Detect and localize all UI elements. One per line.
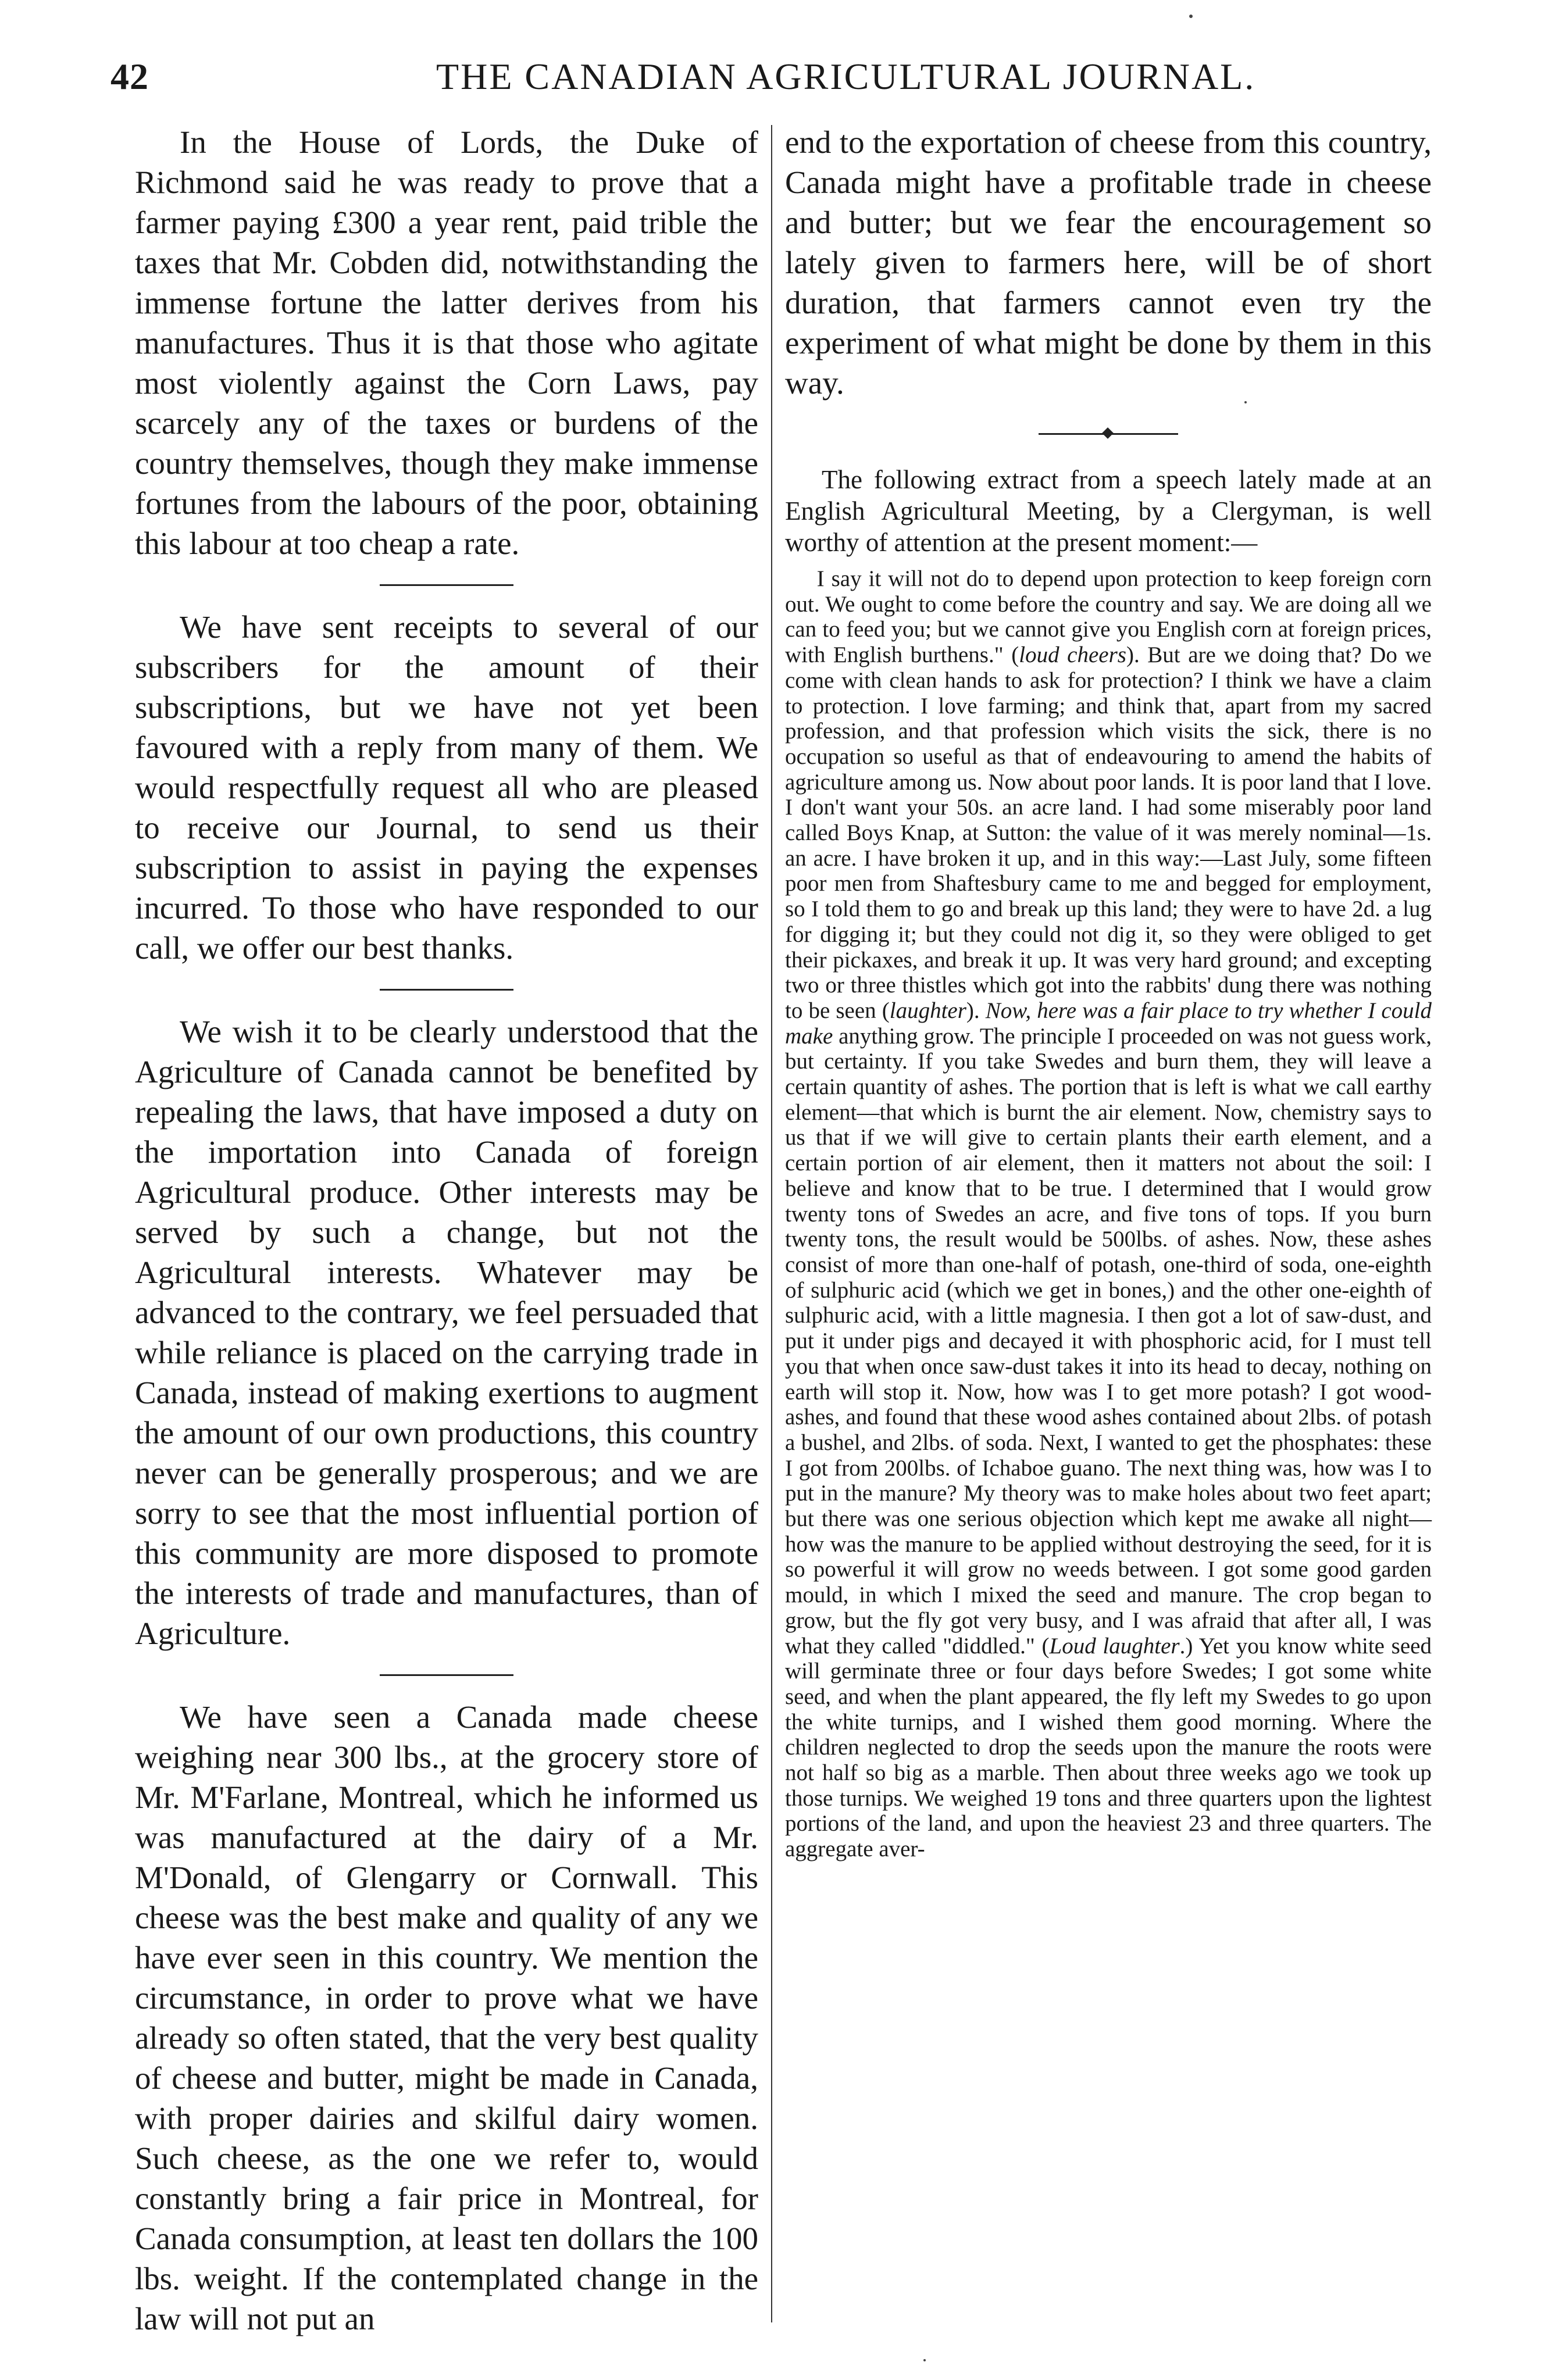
column-divider	[771, 125, 772, 2322]
paragraph-agriculture-duty: We wish it to be clearly understood that the Agriculture of Canada cannot be benefited by repealing the laws, that have imposed a duty on the importation into Canada of foreign Agricultural produce. Other interests may be served by such a change, but not the Agricultural interests. Whatever may be advanced to the contrary, we feel persuaded that while reliance is placed on the carrying trade in Canada, instead of making exertions to augment the amount of our own productions, this country never can be generally prosperous; and we are sorry to see that the most influential portion of this community are more disposed to promote the interests of trade and manufactures, than of Agriculture.	[135, 1014, 758, 1651]
right-column	[785, 122, 1432, 1862]
speech-text: ). But are we doing that? Do we come with clean hands to ask for protection? I think we have a claim to protection. I love farming; and think that, apart from my sacred profession, and that profession which visits the sick, there is no occupation so useful as that of endeavouring to amend the habits of agriculture among us. Now about poor lands. It is poor land that I love. I don't want your 50s. an acre land. I had some miserably poor land called Boys Knap, at Sutton: the value of it was merely nominal—1s. an acre. I have broken it up, and in this way:—Last July, some fifteen poor men from Shaftesbury came to me and begged for employment, so I told them to go and break up this land; they were to have 2d. a lug for digging it; but they could not dig it, so they were obliged to get their pickaxes, and break it up. It was very hard ground; and excepting two or three thistles which got into the rabbits' dung there was nothing to be seen (	[785, 642, 1432, 1023]
speech-emphasis: loud cheers	[1019, 642, 1126, 668]
print-speck	[1244, 401, 1247, 403]
diamond-ornament-icon	[1102, 427, 1114, 439]
paragraph-subscriptions: We have sent receipts to several of our subscribers for the amount of their subscriptions, but we have not yet been favoured with a reply from many of them. We would respectfully request all who are pleased to receive our Journal, to send us their subscription to assist in paying the expenses incurred. To those who have responded to our call, we offer our best thanks.	[135, 609, 758, 966]
section-rule	[380, 584, 513, 586]
ornamental-rule	[1039, 433, 1178, 435]
section-rule	[380, 1674, 513, 1676]
page-number: 42	[110, 56, 149, 97]
print-speck	[923, 2359, 926, 2361]
paragraph-duke-of-richmond: In the House of Lords, the Duke of Richmond said he was ready to prove that a farmer paying £300 a year rent, paid trible the taxes that Mr. Cobden did, notwithstanding the immense fortune the latter derives from his manufactures. Thus it is that those who agitate most violently against the Corn Laws, pay scarcely any of the taxes or burdens of the country themselves, though they make immense fortunes from the labours of the poor, obtaining this labour at too cheap a rate.	[135, 124, 758, 561]
left-column	[135, 122, 758, 2339]
speech-text: anything grow. The principle I proceeded on was not guess work, but certainty. If you take Swedes and burn them, they will leave a certain quantity of ashes. The portion that is left is what we call earthy element—that which is burnt the air element. Now, chemistry says to us that if we will give to certain plants their earth element, and a certain portion of air element, then it matters not about the soil: I believe and know that to be true. I determined that I would grow twenty tons of Swedes an acre, and five tons of tops. If you burn twenty tons, the result would be 500lbs. of ashes. Now, these ashes consist of more than one-half of potash, one-third of soda, one-eighth of sulphuric acid (which we get in bones,) and the other one-eighth of sulphuric acid, with a little magnesia. I then got a lot of saw-dust, and put it under pigs and decayed it with phosphoric acid, for I must tell you that when once saw-dust takes it into its head to decay, nothing on earth will stop it. Now, how was I to get more potash? I got wood-ashes, and found that these wood ashes contained about 2lbs. of potash a bushel, and 2lbs. of soda. Next, I wanted to get the phosphates: these I got from 200lbs. of Ichaboe guano. The next thing was, how was I to put in the manure? My theory was to make holes about two feet apart; but there was one serious objection which kept me awake all night—how was the manure to be applied without destroying the seed, for it is so powerful it will grow no weeds between. I got some good garden mould, in which I mixed the seed and manure. The crop began to grow, but the fly got very busy, and I was afraid that after all, I was what they called "diddled." (	[785, 1023, 1432, 1659]
speech-text: I say it will not do to depend upon protection to keep foreign corn out. We ought to come before the country and say. We are doing all we can to feed you; but we cannot give you English corn at foreign prices, with English burthens." (	[785, 566, 1432, 668]
page-header	[110, 55, 1477, 119]
speech-text: ).	[966, 998, 986, 1023]
speech-emphasis: Now, here was a fair place to try whether I could make	[785, 998, 1432, 1049]
paragraph-speech-extract	[785, 566, 1432, 1862]
running-title: THE CANADIAN AGRICULTURAL JOURNAL.	[436, 56, 1256, 97]
print-speck	[1189, 15, 1193, 18]
speech-emphasis: laughter	[889, 998, 966, 1023]
speech-emphasis: Loud laughter	[1049, 1633, 1180, 1659]
speech-text: .) Yet you know white seed will germinate three or four days before Swedes; I got some white seed, and when the plant appeared, the fly left my Swedes to go upon the white turnips, and I wished them good morning. Where the children neglected to drop the seeds upon the manure the roots were not half so big as a marble. Then about three weeks ago we took up those turnips. We weighed 19 tons and three quarters upon the lightest portions of the land, and upon the heaviest 23 and three quarters. The aggregate aver-	[785, 1633, 1432, 1862]
paragraph-cheese-continued: end to the exportation of cheese from this country, Canada might have a profitable trade in cheese and butter; but we fear the encouragement so lately given to farmers here, will be of short duration, that farmers cannot even try the experiment of what might be done by them in this way.	[785, 124, 1432, 401]
section-rule	[380, 989, 513, 991]
paragraph-speech-intro: The following extract from a speech lately made at an English Agricultural Meeting, by a Clergyman, is well worthy of attention at the present moment:—	[785, 465, 1432, 557]
paragraph-canada-cheese: We have seen a Canada made cheese weighing near 300 lbs., at the grocery store of Mr. M'Farlane, Montreal, which he informed us was manufactured at the dairy of a Mr. M'Donald, of Glengarry or Cornwall. This cheese was the best make and quality of any we have ever seen in this country. We mention the circumstance, in order to prove what we have already so often stated, that the very best quality of cheese and butter, might be made in Canada, with proper dairies and skilful dairy women. Such cheese, as the one we refer to, would constantly bring a fair price in Montreal, for Canada consumption, at least ten dollars the 100 lbs. weight. If the contemplated change in the law will not put an	[135, 1699, 758, 2336]
